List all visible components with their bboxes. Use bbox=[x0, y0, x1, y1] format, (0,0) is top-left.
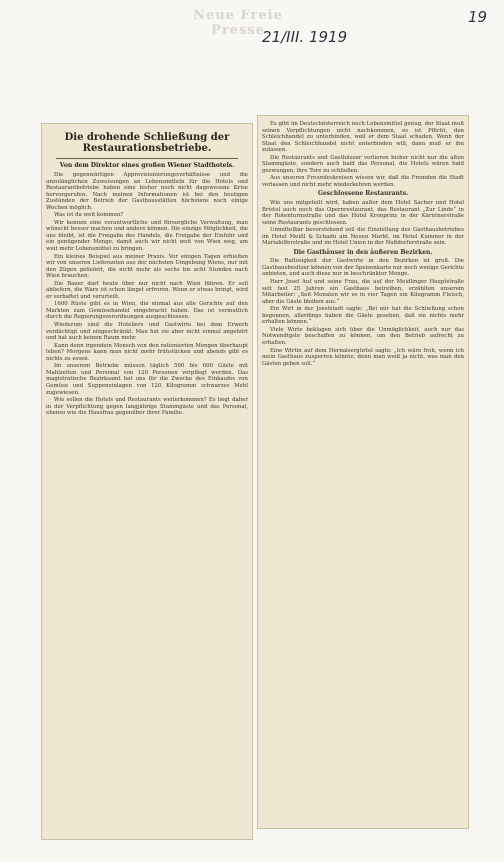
paragraph: Aus unseren Freundeskreisen wissen wir, daß die Fremden die Stadt verlassen und nicht mehr wiederkehren werden. bbox=[262, 175, 464, 188]
paragraph: Die Bauer darf heute über nur nicht nach Wien führen. Er soll abliefern, die Ware ist schon längst erfroren. Wenn er etwas bringt, wird er verhaftet und verurteilt. bbox=[46, 280, 248, 300]
paragraph: Wir kennen eine verantwortliche und fürsorgliche Verwaltung, man wünscht besser machen und andere können. Die einzige Möglichkeit, die uns bleibt, ist die Freigabe des Handels, die Freigabe der Einfuhr und ein genügender Menge, damit auch wir nicht weit von Wien weg, um weit mehr Lebensmittel zu bringen. bbox=[46, 219, 248, 253]
section-heading-closed-restaurants: Geschlossene Restaurants. bbox=[317, 190, 409, 198]
paragraph: Die Ratlosigkeit der Gastwirte in den Bezirken ist groß. Die Gasthausbesitzer können von der Speisenkarte nur noch wenige Gerichte anbieten, und auch diese nur in beschränkter Menge. bbox=[262, 258, 465, 278]
paragraph: Im unserem Betriebe müssen täglich 500 bis 600 Gäste mit Mahlzeiten und Personal von 120 Personen verpflegt werden. Das magistratische Bezirksamt hat uns für die Zwecke des Einkaufes von Gemüse und Suppeneinlagen von 120 Kilogramm schwarzes Mehl zugewiesen. bbox=[46, 363, 248, 396]
paragraph: Kann denn irgendein Mensch von den rationierten Mengen überhaupt leben? Morgens kann man nicht mehr frühstücken und abends gibt es nichts zu essen. bbox=[46, 342, 248, 362]
article-headline: Die drohende Schließung der Restaurationsbetriebe. bbox=[64, 132, 230, 154]
paragraph: 1600 Rüste gibt es in Wien, die einmal aus alle Gerichte auf den Markten zum Gemüsehandel eingebracht haben. Das ist vermutlich durch die Regierungsverordnungen ausgeschlossen. bbox=[46, 301, 248, 321]
paragraph: Unmittelbar bevorstehend soll die Einstellung des Gasthausbetriebes im Hotel Meißl & Schadn am Neuen Markt, im Hotel Kummer in der Mariahilferstraße und im Hotel Union in der Nußdorferstraße sein. bbox=[262, 227, 464, 247]
article-byline: Von dem Direktor eines großen Wiener Stadthotels. bbox=[59, 162, 235, 169]
paragraph: Es gibt im Deutschösterreich noch Lebensmittel genug, der Staat muß seinen Verpflichtungen nicht nachkommen, es ist Pflicht, den Schleichhandel zu unterbinden, weil er dem Staat schaden. Wenn der Staat den Schleichhandel nicht unterbinden will, dann muß er ihn zulassen. bbox=[262, 121, 464, 154]
newspaper-masthead: Neue Freie Presse bbox=[193, 8, 283, 38]
paragraph: Ein Wirt in der Josefstadt sagte: „Bei mir hat die Schließung schon begonnen, allerdings haben die Gäste gesehen, daß sie nichts mehr erhalten können.“ bbox=[262, 306, 464, 326]
paragraph: Was ist da weit kommen? bbox=[54, 212, 124, 219]
page-number: 19 bbox=[468, 8, 488, 26]
headline-rule bbox=[56, 158, 238, 159]
paragraph: Wie uns mitgeteilt wird, haben außer dem Hotel Sacher und Hotel Bristol auch noch das Opernrestaurant, das Restaurant „Zur Linde“ in der Rotenturmstraße und das Hotel Kronprinz in der Kärntnerstraße seine Restaurants geschlossen. bbox=[262, 200, 464, 226]
paragraph: Eine Wirtin auf dem Hernalsergürtel sagte: „Ich wäre froh, wenn ich mein Gasthaus zusperren könnte, denn man weiß ja nicht, was man den Gästen geben soll.“ bbox=[262, 347, 464, 367]
paragraph: Wiederum sind die Hoteliers und Gastwirte bei dem Erwerb verdächtigt und eingeschränkt. Man hat sie aber nicht einmal angehört und hat auch keinen Raum mehr. bbox=[46, 322, 248, 342]
section-heading-outer-districts: Die Gasthäuser in den äußeren Bezirken. bbox=[293, 248, 433, 256]
clipping-right-column bbox=[258, 116, 468, 828]
paragraph: Viele Wirte beklagen sich über die Unmöglichkeit, auch nur das Notwendigste beschaffen zu können, um den Betrieb aufrecht zu erhalten. bbox=[262, 326, 464, 346]
left-column-body bbox=[42, 172, 252, 417]
right-column-body bbox=[258, 116, 468, 367]
paragraph: Wie sollen die Hotels und Restaurants weiterkommen? Es liegt daher in der Verpflichtung gegen langjährige Stammgäste und das Personal, ebenso wie die Hausfrau gegenüber ihrer Familie. bbox=[46, 397, 248, 417]
paragraph: Die Restaurants und Gasthäuser verlieren bisher nicht nur die alten Stammgäste, sondern auch bald das Personal, die Hotels wären bald gezwungen, ihre Tore zu schließen. bbox=[262, 154, 464, 174]
paragraph: Die gegenwärtigen Approvisionierungsverhältnisse und die unzulänglichen Zuweisungen an Lebensmitteln für die Hotels und Restaurantbetriebe haben eine bisher noch nicht dagewesene Krise hervorgerufen. Nach meinen Informationen ist bei den heutigen Zuständen der Betrieb der Gasthausstätten höchstens noch einige Wochen möglich. bbox=[46, 172, 248, 211]
clipping-left-column bbox=[42, 124, 252, 839]
paragraph: Ein kleines Beispiel aus meiner Praxis. Vor einigen Tagen erhielten wir von unseren Lieferanten aus der nächsten Umgebung Wiens, nur mit den Zügen geliefert, die nicht mehr als sechs bis acht Stunden nach Wien brauchen. bbox=[46, 253, 248, 280]
paragraph: Herr Josef Auf und seine Frau, die auf der Meidlinger Hauptstraße seit fast 25 Jahren ein Gasthaus betreiben, erzählten unserem Mitarbeiter: „Seit Monaten wir es in vier Tagen ein Kilogramm Fleisch, aber die Gäste bleiben aus.“ bbox=[262, 279, 464, 305]
handwritten-date: 21/III. 1919 bbox=[262, 28, 348, 46]
